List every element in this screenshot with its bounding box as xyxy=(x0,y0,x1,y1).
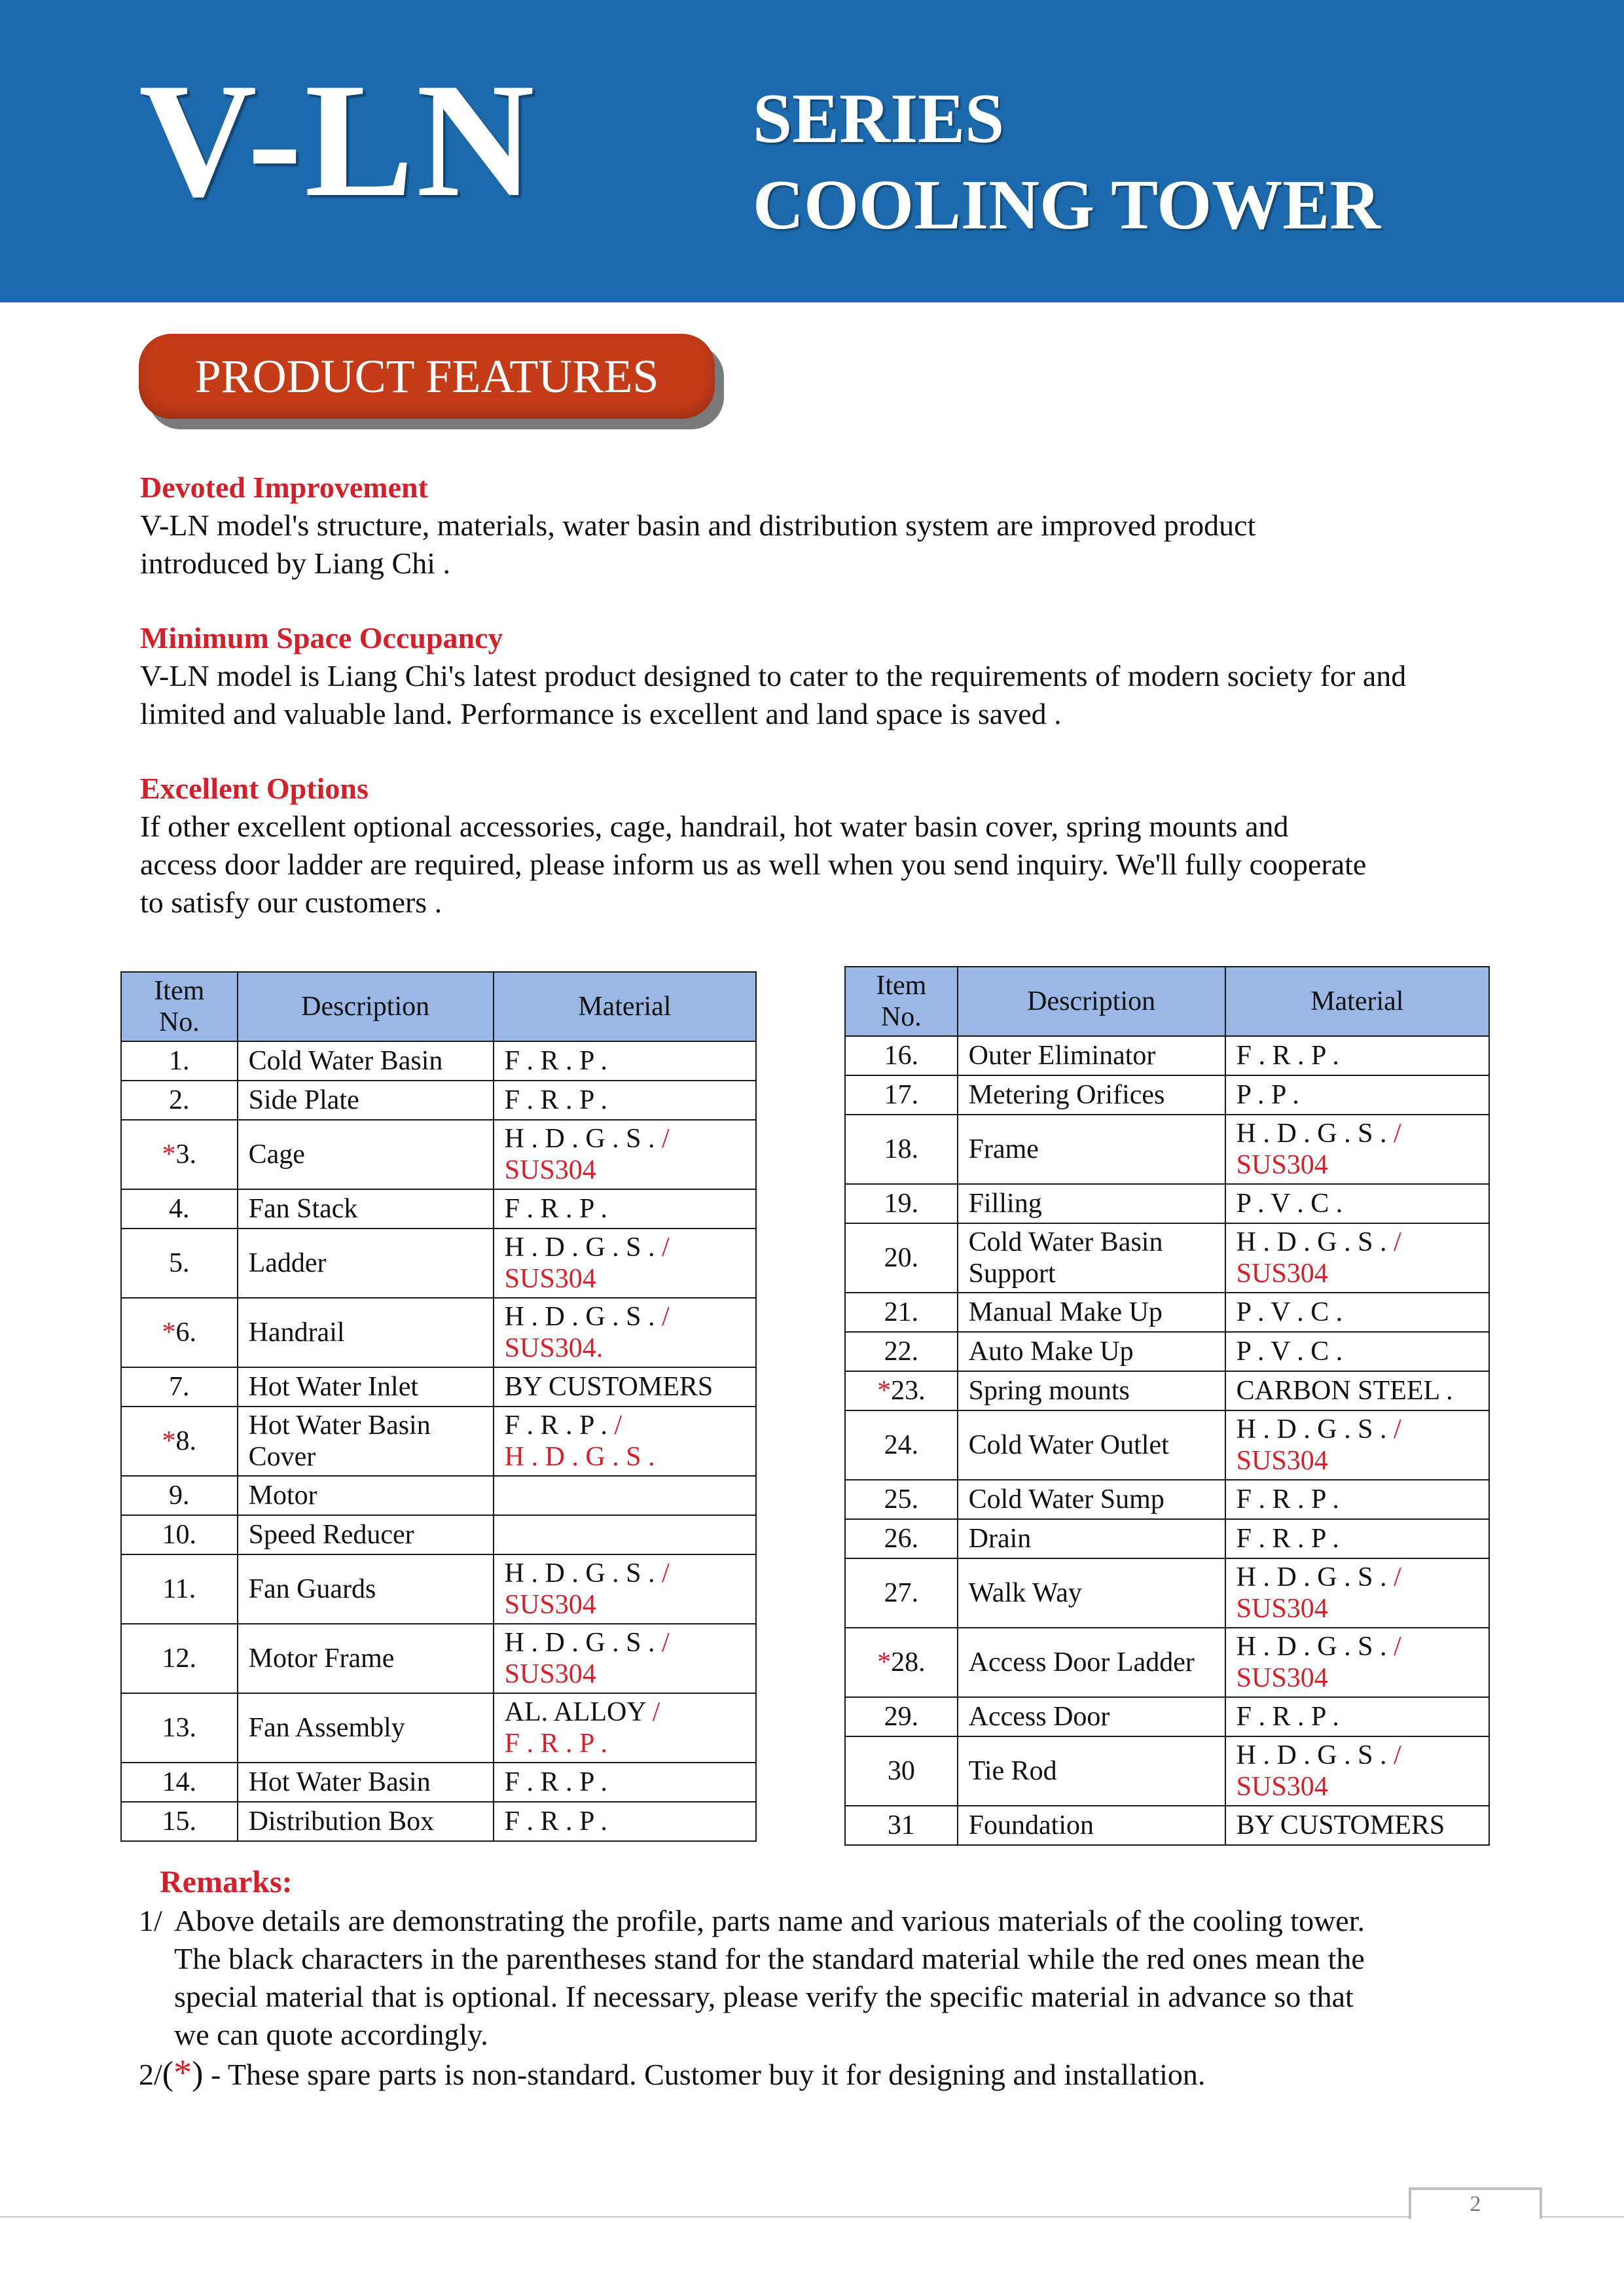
table-row xyxy=(845,1519,1489,1558)
material-cell xyxy=(494,1298,756,1367)
standard-material: F . R . P . xyxy=(504,1194,607,1224)
material-cell xyxy=(494,1120,756,1189)
item-no-cell xyxy=(845,1697,958,1736)
material-cell xyxy=(1225,1223,1489,1293)
material-cell xyxy=(1225,1628,1489,1697)
description-cell xyxy=(238,1189,494,1229)
section-line: If other excellent optional accessories, cage, handrail, hot water basin cover, spring mounts and xyxy=(140,810,1289,843)
description-text: Spring mounts xyxy=(968,1376,1130,1406)
description-cell xyxy=(958,1332,1225,1371)
standard-material: F . R . P . xyxy=(504,1767,607,1797)
standard-material: H . D . G . S . xyxy=(504,1628,655,1658)
description-text: Motor xyxy=(248,1480,317,1511)
material-cell xyxy=(494,1476,756,1515)
item-no: 19. xyxy=(884,1189,919,1219)
page-number: 2 xyxy=(1470,2192,1481,2216)
header-item-no: Item No. xyxy=(121,972,238,1041)
remark-line: we can quote accordingly. xyxy=(174,2018,488,2051)
item-no: 31 xyxy=(887,1810,915,1840)
standard-material: P . V . C . xyxy=(1236,1336,1343,1367)
description-cell xyxy=(238,1476,494,1515)
standard-material: BY CUSTOMERS xyxy=(504,1372,713,1402)
description-cell xyxy=(238,1367,494,1407)
item-no-cell xyxy=(845,1223,958,1293)
material-separator: / xyxy=(655,1124,670,1154)
item-no: 23. xyxy=(891,1376,926,1406)
material-cell xyxy=(494,1802,756,1841)
header-item-no: Item No. xyxy=(845,967,958,1036)
item-no: 4. xyxy=(169,1194,190,1224)
description-text: Drain xyxy=(968,1524,1032,1554)
description-cell xyxy=(958,1736,1225,1806)
optional-material: SUS304 xyxy=(1236,1772,1328,1802)
material-cell xyxy=(494,1693,756,1763)
description-cell xyxy=(238,1693,494,1763)
material-separator: / xyxy=(645,1697,660,1727)
section-title: Minimum Space Occupancy xyxy=(140,621,503,655)
item-no-cell xyxy=(845,1293,958,1332)
material-separator: / xyxy=(1386,1227,1401,1257)
item-no-cell xyxy=(845,1115,958,1184)
table-row xyxy=(845,1184,1489,1223)
material-cell xyxy=(494,1367,756,1407)
section-line: to satisfy our customers . xyxy=(140,886,442,919)
table-row xyxy=(845,1036,1489,1075)
description-text: Ladder xyxy=(248,1248,327,1278)
section-devoted-improvement xyxy=(140,469,1521,583)
table-row xyxy=(121,1120,756,1189)
item-no: 22. xyxy=(884,1336,919,1367)
parts-table-right xyxy=(844,966,1490,1846)
section-line: V-LN model is Liang Chi's latest product designed to cater to the requirements of modern society for and xyxy=(140,659,1407,692)
table-row xyxy=(845,1115,1489,1184)
standard-material: BY CUSTOMERS xyxy=(1236,1810,1445,1840)
item-no: 28. xyxy=(891,1647,926,1677)
description-text: Support xyxy=(968,1259,1056,1289)
material-cell xyxy=(494,1407,756,1476)
item-no: 30 xyxy=(887,1756,915,1786)
item-no-cell xyxy=(121,1624,238,1693)
material-cell xyxy=(494,1041,756,1081)
remark-1 xyxy=(174,1902,1523,2054)
description-cell xyxy=(958,1036,1225,1075)
header-description: Description xyxy=(958,967,1225,1036)
description-cell xyxy=(958,1223,1225,1293)
standard-material: CARBON STEEL . xyxy=(1236,1376,1453,1406)
material-separator: / xyxy=(655,1232,670,1263)
description-cell xyxy=(958,1115,1225,1184)
item-no-cell xyxy=(845,1519,958,1558)
item-no-cell xyxy=(845,1036,958,1075)
description-text: Fan Assembly xyxy=(248,1713,405,1743)
item-no: 7. xyxy=(169,1372,190,1402)
standard-material: AL. ALLOY xyxy=(504,1697,646,1727)
description-cell xyxy=(958,1480,1225,1519)
item-no: 18. xyxy=(884,1134,919,1164)
optional-material: SUS304 xyxy=(504,1590,596,1620)
description-cell xyxy=(238,1802,494,1841)
optional-material: SUS304. xyxy=(504,1333,604,1363)
optional-star: * xyxy=(877,1647,892,1677)
optional-star: * xyxy=(162,1318,176,1348)
item-no-cell xyxy=(845,1410,958,1480)
table-row xyxy=(845,1332,1489,1371)
item-no-cell xyxy=(845,1075,958,1115)
item-no-cell xyxy=(121,1802,238,1841)
description-cell xyxy=(958,1519,1225,1558)
description-text: Outer Eliminator xyxy=(968,1041,1156,1071)
section-line: introduced by Liang Chi . xyxy=(140,547,450,580)
section-line: access door ladder are required, please inform us as well when you send inquiry. We'll fully cooperate xyxy=(140,848,1367,881)
description-text: Distribution Box xyxy=(248,1806,435,1837)
material-cell xyxy=(494,1763,756,1802)
material-cell xyxy=(1225,1806,1489,1845)
material-cell xyxy=(1225,1558,1489,1628)
standard-material: P . P . xyxy=(1236,1080,1299,1110)
remark-line: The black characters in the parentheses stand for the standard material while the red ones mean the xyxy=(174,1942,1365,1975)
optional-material: SUS304 xyxy=(504,1659,596,1689)
table-row xyxy=(845,1075,1489,1115)
item-no: 3. xyxy=(175,1139,197,1170)
standard-material: H . D . G . S . xyxy=(504,1302,655,1332)
section-title: Excellent Options xyxy=(140,772,369,805)
description-text: Cold Water Sump xyxy=(968,1484,1164,1515)
item-no-cell xyxy=(121,1476,238,1515)
material-separator: / xyxy=(1386,1740,1401,1770)
item-no: 5. xyxy=(169,1248,190,1278)
product-features-badge xyxy=(139,334,728,431)
material-cell xyxy=(1225,1697,1489,1736)
description-cell xyxy=(238,1229,494,1298)
badge-label: PRODUCT FEATURES xyxy=(139,334,715,419)
description-text: Cover xyxy=(248,1442,316,1472)
table-row xyxy=(121,1189,756,1229)
item-no: 17. xyxy=(884,1080,919,1110)
description-text: Handrail xyxy=(248,1318,345,1348)
material-cell xyxy=(494,1515,756,1554)
optional-material: SUS304 xyxy=(1236,1663,1328,1693)
standard-material: P . V . C . xyxy=(1236,1297,1343,1327)
item-no-cell xyxy=(845,1184,958,1223)
optional-material: F . R . P . xyxy=(504,1729,607,1759)
item-no-cell xyxy=(121,1763,238,1802)
item-no-cell xyxy=(121,1693,238,1763)
material-separator: / xyxy=(655,1558,670,1588)
item-no: 24. xyxy=(884,1430,919,1460)
table-row xyxy=(121,1229,756,1298)
item-no-cell xyxy=(121,1298,238,1367)
optional-material: SUS304 xyxy=(1236,1594,1328,1624)
table-row xyxy=(845,1480,1489,1519)
material-cell xyxy=(1225,1184,1489,1223)
optional-material: SUS304 xyxy=(504,1264,596,1294)
header-description: Description xyxy=(238,972,494,1041)
standard-material: H . D . G . S . xyxy=(1236,1632,1387,1662)
item-no: 12. xyxy=(162,1643,197,1674)
table-row xyxy=(121,1624,756,1693)
section-line: V-LN model's structure, materials, water basin and distribution system are improved product xyxy=(140,509,1256,542)
asterisk-icon: * xyxy=(173,2053,192,2093)
item-no: 2. xyxy=(169,1085,190,1115)
material-cell xyxy=(1225,1736,1489,1806)
item-no: 13. xyxy=(162,1713,197,1743)
item-no-cell xyxy=(121,1554,238,1624)
material-cell xyxy=(494,1624,756,1693)
description-cell xyxy=(238,1081,494,1120)
item-no: 29. xyxy=(884,1702,919,1732)
standard-material: F . R . P . xyxy=(504,1085,607,1115)
standard-material: H . D . G . S . xyxy=(1236,1740,1387,1770)
description-text: Walk Way xyxy=(968,1578,1082,1608)
item-no-cell xyxy=(121,1367,238,1407)
product-line-label: COOLING TOWER xyxy=(753,166,1381,244)
description-cell xyxy=(238,1407,494,1476)
standard-material: P . V . C . xyxy=(1236,1189,1343,1219)
material-cell xyxy=(1225,1115,1489,1184)
item-no: 14. xyxy=(162,1767,197,1797)
series-label: SERIES xyxy=(753,80,1005,158)
description-cell xyxy=(238,1041,494,1081)
paren-close: ) xyxy=(192,2055,204,2092)
description-text: Cold Water Basin xyxy=(248,1046,443,1076)
description-cell xyxy=(958,1293,1225,1332)
section-excellent-options xyxy=(140,770,1521,922)
section-minimum-space xyxy=(140,619,1521,733)
description-text: Manual Make Up xyxy=(968,1297,1163,1327)
description-text: Cold Water Basin xyxy=(968,1227,1163,1257)
table-row xyxy=(845,1697,1489,1736)
standard-material: F . R . P . xyxy=(1236,1702,1339,1732)
description-text: Speed Reducer xyxy=(248,1520,414,1550)
footer-divider xyxy=(0,2216,1624,2217)
item-no-cell xyxy=(121,1081,238,1120)
table-row xyxy=(845,1558,1489,1628)
table-row xyxy=(845,1223,1489,1293)
description-text: Motor Frame xyxy=(248,1643,395,1674)
table-row xyxy=(845,1806,1489,1845)
item-no-cell xyxy=(845,1806,958,1845)
remark-line: Above details are demonstrating the profile, parts name and various materials of the cooling tower. xyxy=(174,1904,1365,1937)
optional-material: H . D . G . S . xyxy=(504,1442,655,1472)
standard-material: F . R . P . xyxy=(504,1410,607,1441)
item-no: 15. xyxy=(162,1806,197,1837)
description-cell xyxy=(958,1697,1225,1736)
table-header-row xyxy=(845,967,1489,1036)
item-no: 11. xyxy=(162,1574,196,1604)
description-cell xyxy=(958,1371,1225,1410)
table-row xyxy=(121,1041,756,1081)
description-cell xyxy=(238,1515,494,1554)
brand-title: V-LN xyxy=(139,50,537,231)
material-cell xyxy=(1225,1410,1489,1480)
table-header-row xyxy=(121,972,756,1041)
material-separator: / xyxy=(1386,1414,1401,1444)
description-text: Cold Water Outlet xyxy=(968,1430,1169,1460)
item-no: 16. xyxy=(884,1041,919,1071)
item-no: 9. xyxy=(169,1480,190,1511)
description-text: Metering Orifices xyxy=(968,1080,1165,1110)
material-separator: / xyxy=(655,1628,670,1658)
description-text: Side Plate xyxy=(248,1085,359,1115)
material-cell xyxy=(494,1081,756,1120)
material-cell xyxy=(1225,1371,1489,1410)
description-text: Filling xyxy=(968,1189,1042,1219)
material-cell xyxy=(1225,1075,1489,1115)
material-cell xyxy=(1225,1293,1489,1332)
table-row xyxy=(845,1628,1489,1697)
description-text: Hot Water Inlet xyxy=(248,1372,419,1402)
optional-star: * xyxy=(162,1426,176,1456)
optional-material: SUS304 xyxy=(1236,1259,1328,1289)
description-text: Fan Guards xyxy=(248,1574,376,1604)
item-no: 1. xyxy=(169,1046,190,1076)
item-no-cell xyxy=(845,1736,958,1806)
standard-material: F . R . P . xyxy=(504,1806,607,1837)
description-cell xyxy=(238,1554,494,1624)
table-row xyxy=(121,1802,756,1841)
standard-material: H . D . G . S . xyxy=(1236,1119,1387,1149)
material-cell xyxy=(1225,1332,1489,1371)
table-row xyxy=(845,1736,1489,1806)
standard-material: H . D . G . S . xyxy=(1236,1227,1387,1257)
item-no-cell xyxy=(845,1371,958,1410)
standard-material: H . D . G . S . xyxy=(504,1558,655,1588)
remarks-title: Remarks: xyxy=(160,1865,293,1899)
table-row xyxy=(121,1298,756,1367)
header-banner xyxy=(0,0,1624,302)
table-row xyxy=(845,1371,1489,1410)
standard-material: F . R . P . xyxy=(1236,1484,1339,1515)
material-separator: / xyxy=(655,1302,670,1332)
description-cell xyxy=(958,1075,1225,1115)
optional-material: SUS304 xyxy=(504,1155,596,1185)
table-row xyxy=(121,1367,756,1407)
table-row xyxy=(845,1293,1489,1332)
item-no: 26. xyxy=(884,1524,919,1554)
standard-material: H . D . G . S . xyxy=(1236,1562,1387,1592)
item-no: 21. xyxy=(884,1297,919,1327)
standard-material: F . R . P . xyxy=(504,1046,607,1076)
item-no: 6. xyxy=(175,1318,197,1348)
material-cell xyxy=(494,1189,756,1229)
material-separator: / xyxy=(1386,1562,1401,1592)
standard-material: H . D . G . S . xyxy=(1236,1414,1387,1444)
item-no: 20. xyxy=(884,1243,919,1273)
description-text: Tie Rod xyxy=(968,1756,1057,1786)
description-text: Fan Stack xyxy=(248,1194,358,1224)
table-row xyxy=(121,1081,756,1120)
header-material: Material xyxy=(494,972,756,1041)
parts-table-left xyxy=(120,971,757,1842)
material-cell xyxy=(1225,1519,1489,1558)
optional-material: SUS304 xyxy=(1236,1150,1328,1180)
remark-2-prefix: 2/ xyxy=(139,2058,162,2091)
description-cell xyxy=(238,1763,494,1802)
optional-star: * xyxy=(877,1376,892,1406)
item-no-cell xyxy=(845,1480,958,1519)
item-no: 25. xyxy=(884,1484,919,1515)
item-no: 27. xyxy=(884,1578,919,1608)
table-row xyxy=(121,1515,756,1554)
item-no-cell xyxy=(121,1407,238,1476)
item-no-cell xyxy=(121,1515,238,1554)
material-separator: / xyxy=(1386,1119,1401,1149)
description-text: Access Door Ladder xyxy=(968,1647,1195,1677)
standard-material: F . R . P . xyxy=(1236,1524,1339,1554)
table-row xyxy=(121,1554,756,1624)
item-no-cell xyxy=(121,1229,238,1298)
description-cell xyxy=(958,1558,1225,1628)
table-row xyxy=(121,1476,756,1515)
table-row xyxy=(121,1763,756,1802)
standard-material: F . R . P . xyxy=(1236,1041,1339,1071)
material-cell xyxy=(494,1554,756,1624)
optional-material: SUS304 xyxy=(1236,1446,1328,1476)
item-no: 8. xyxy=(175,1426,197,1456)
material-cell xyxy=(494,1229,756,1298)
description-cell xyxy=(958,1184,1225,1223)
item-no-cell xyxy=(845,1628,958,1697)
header-material: Material xyxy=(1225,967,1489,1036)
item-no-cell xyxy=(121,1120,238,1189)
description-cell xyxy=(958,1628,1225,1697)
table-row xyxy=(121,1693,756,1763)
material-cell xyxy=(1225,1480,1489,1519)
page-number-tab xyxy=(1409,2187,1542,2219)
optional-star: * xyxy=(162,1139,176,1170)
remark-2-text: - These spare parts is non-standard. Customer buy it for designing and installation. xyxy=(203,2058,1206,2091)
description-text: Auto Make Up xyxy=(968,1336,1134,1367)
description-text: Hot Water Basin xyxy=(248,1767,431,1797)
remark-1-prefix: 1/ xyxy=(139,1904,162,1937)
remark-2 xyxy=(139,2054,1205,2094)
paren-open: ( xyxy=(162,2055,174,2092)
description-cell xyxy=(238,1120,494,1189)
table-row xyxy=(845,1410,1489,1480)
material-separator: / xyxy=(1386,1632,1401,1662)
description-cell xyxy=(238,1298,494,1367)
description-cell xyxy=(958,1410,1225,1480)
description-cell xyxy=(238,1624,494,1693)
item-no-cell xyxy=(845,1558,958,1628)
description-text: Frame xyxy=(968,1134,1039,1164)
section-line: limited and valuable land. Performance is excellent and land space is saved . xyxy=(140,697,1062,730)
standard-material: H . D . G . S . xyxy=(504,1232,655,1263)
remark-line: special material that is optional. If necessary, please verify the specific material in advance so that xyxy=(174,1980,1354,2013)
standard-material: H . D . G . S . xyxy=(504,1124,655,1154)
item-no-cell xyxy=(845,1332,958,1371)
description-text: Hot Water Basin xyxy=(248,1410,431,1441)
description-text: Cage xyxy=(248,1139,305,1170)
material-separator: / xyxy=(607,1410,623,1441)
material-cell xyxy=(1225,1036,1489,1075)
item-no-cell xyxy=(121,1041,238,1081)
description-cell xyxy=(958,1806,1225,1845)
description-text: Foundation xyxy=(968,1810,1094,1840)
item-no: 10. xyxy=(162,1520,197,1550)
section-title: Devoted Improvement xyxy=(140,471,428,504)
description-text: Access Door xyxy=(968,1702,1110,1732)
table-row xyxy=(121,1407,756,1476)
item-no-cell xyxy=(121,1189,238,1229)
